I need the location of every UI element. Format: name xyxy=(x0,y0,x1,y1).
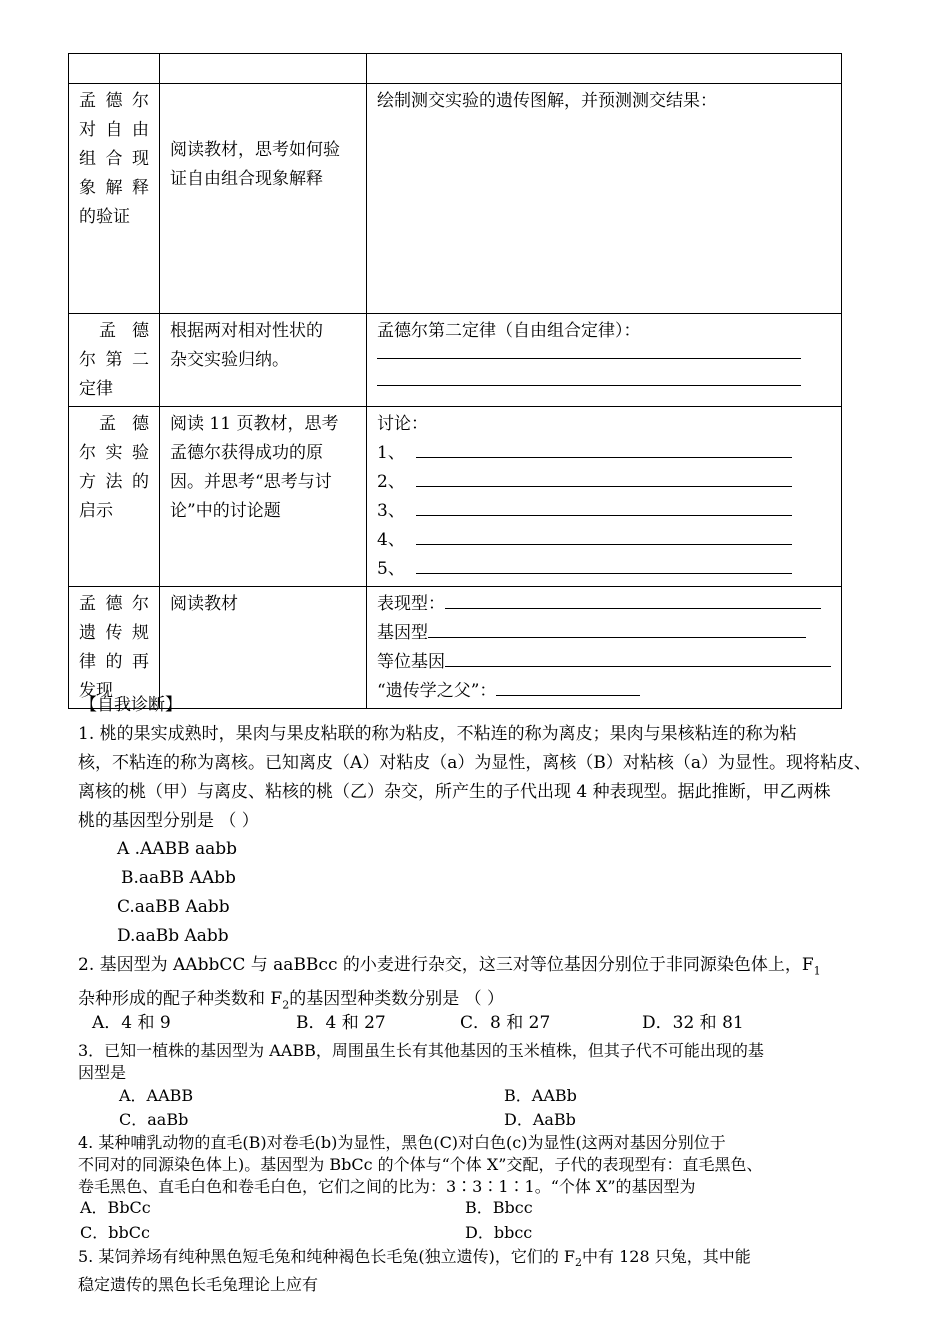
topic-line: 的验证 xyxy=(79,207,130,227)
discussion-item xyxy=(377,468,831,497)
method-line: 孟德尔获得成功的原 xyxy=(170,443,323,463)
method-cell xyxy=(160,587,367,709)
method-line: 阅读教材 xyxy=(170,594,238,614)
content-cell xyxy=(367,587,842,709)
method-line: 论”中的讨论题 xyxy=(170,501,281,521)
question-line: 离核的桃（甲）与离皮、粘核的桃（乙）杂交，所产生的子代出现 4 种表现型。据此推断，甲乙两株 xyxy=(78,782,831,802)
answer-blank[interactable] xyxy=(428,619,806,638)
answer-blank[interactable] xyxy=(445,648,831,667)
discussion-item xyxy=(377,526,831,555)
table-row xyxy=(69,314,842,407)
subscript: 1 xyxy=(813,964,821,978)
table-row xyxy=(69,54,842,84)
question-5 xyxy=(78,1246,751,1296)
option-b[interactable]: B．4 和 27 xyxy=(296,1013,386,1033)
answer-blank[interactable] xyxy=(496,677,640,696)
question-line: 稳定遗传的黑色长毛兔理论上应有 xyxy=(78,1275,319,1295)
question-line: 3．已知一植株的基因型为 AABB，周围虽生长有其他基因的玉米植株，但其子代不可能出现的基 xyxy=(78,1041,764,1060)
question-text: 杂种形成的配子种类数和 F xyxy=(78,989,283,1010)
discussion-item xyxy=(377,439,831,468)
question-line xyxy=(78,951,821,985)
method-line: 证自由组合现象解释 xyxy=(170,169,323,189)
option-b[interactable]: B．Bbcc xyxy=(465,1198,533,1217)
topic-cell xyxy=(69,314,160,407)
question-line: 核，不粘连的称为离核。已知离皮（A）对粘皮（a）为显性，离核（B）对粘核（a）为显性。现将粘皮、 xyxy=(78,753,872,773)
item-number: 2、 xyxy=(377,472,405,492)
term-label: 表现型： xyxy=(377,594,445,614)
topic-line: 遗 传 规 xyxy=(79,623,149,643)
study-table xyxy=(68,53,842,709)
table-row xyxy=(69,84,842,314)
topic-line: 尔 第 二 xyxy=(79,350,149,370)
option-a[interactable]: A．4 和 9 xyxy=(92,1013,171,1033)
question-line: 卷毛黑色、直毛白色和卷毛白色，它们之间的比为：3∶3∶1∶1。“个体 X”的基因型为 xyxy=(78,1177,696,1196)
question-1 xyxy=(78,720,871,836)
topic-cell xyxy=(69,407,160,587)
topic-line: 方 法 的 xyxy=(79,472,149,492)
item-number: 3、 xyxy=(377,501,405,521)
method-cell xyxy=(160,84,367,314)
answer-blank[interactable] xyxy=(416,468,792,487)
question-line: 1. 桃的果实成熟时，果肉与果皮粘联的称为粘皮，不粘连的称为离皮；果肉与果核粘连的称为粘 xyxy=(78,724,797,744)
question-3 xyxy=(78,1040,764,1084)
option-a[interactable]: A .AABB aabb xyxy=(117,839,238,859)
content-cell xyxy=(367,84,842,314)
content-text: 讨论： xyxy=(377,414,428,434)
option-b[interactable]: B.aaBB AAbb xyxy=(121,868,236,888)
item-number: 4、 xyxy=(377,530,405,550)
table-row xyxy=(69,587,842,709)
question-text: 5. 某饲养场有纯种黑色短毛兔和纯种褐色长毛兔(独立遗传)，它们的 F xyxy=(78,1247,576,1266)
content-cell xyxy=(367,407,842,587)
question-line: 桃的基因型分别是 （ ） xyxy=(78,811,259,831)
topic-line: 孟 德 xyxy=(99,414,149,434)
method-line: 阅读 11 页教材，思考 xyxy=(170,414,339,434)
option-c[interactable]: C.aaBB Aabb xyxy=(117,897,230,917)
topic-line: 孟 德 尔 xyxy=(79,594,149,614)
method-line: 杂交实验归纳。 xyxy=(170,350,289,370)
term-row xyxy=(377,677,831,706)
option-c[interactable]: C．aaBb xyxy=(119,1110,189,1129)
table-row xyxy=(69,407,842,587)
question-line: 因型是 xyxy=(78,1063,127,1082)
answer-blank[interactable] xyxy=(416,497,792,516)
method-cell xyxy=(160,314,367,407)
discussion-item xyxy=(377,555,831,584)
topic-line: 律 的 再 xyxy=(79,652,149,672)
question-line: 不同对的同源染色体上)。基因型为 BbCc 的个体与“个体 X”交配，子代的表现型有：直毛黑色、 xyxy=(78,1155,763,1174)
term-row xyxy=(377,648,831,677)
topic-line: 发现 xyxy=(79,681,113,701)
subscript: 2 xyxy=(575,1256,583,1270)
table-cell xyxy=(160,54,367,84)
question-4 xyxy=(78,1132,762,1198)
term-row xyxy=(377,619,831,648)
question-text: 的基因型种类数分别是 （ ） xyxy=(289,989,505,1010)
answer-blank[interactable] xyxy=(416,526,792,545)
term-label: 等位基因 xyxy=(377,652,445,672)
table-cell xyxy=(367,54,842,84)
option-d[interactable]: D．AaBb xyxy=(504,1110,576,1129)
topic-cell xyxy=(69,84,160,314)
option-d[interactable]: D.aaBb Aabb xyxy=(117,926,229,946)
option-d[interactable]: D．32 和 81 xyxy=(642,1013,744,1033)
question-line: 4. 某种哺乳动物的直毛(B)对卷毛(b)为显性，黑色(C)对白色(c)为显性(这两对基因分别位于 xyxy=(78,1133,726,1152)
section-title: 【自我诊断】 xyxy=(80,695,182,715)
topic-line: 尔 实 验 xyxy=(79,443,149,463)
content-text: 孟德尔第二定律（自由组合定律）： xyxy=(377,321,641,341)
method-line: 根据两对相对性状的 xyxy=(170,321,323,341)
option-a[interactable]: A．AABB xyxy=(119,1086,194,1105)
table-cell xyxy=(69,54,160,84)
topic-line: 组 合 现 xyxy=(79,149,149,169)
option-d[interactable]: D．bbcc xyxy=(465,1223,533,1242)
option-c[interactable]: C．bbCc xyxy=(80,1223,150,1242)
answer-blank[interactable] xyxy=(416,439,792,458)
option-c[interactable]: C．8 和 27 xyxy=(460,1013,551,1033)
topic-line: 孟 德 xyxy=(99,321,149,341)
option-b[interactable]: B．AABb xyxy=(504,1086,577,1105)
method-line: 阅读教材，思考如何验 xyxy=(170,140,340,160)
term-label: “遗传学之父”： xyxy=(377,681,497,701)
question-text: 2. 基因型为 AAbbCC 与 aaBBcc 的小麦进行杂交，这三对等位基因分别位于非同源染色体上，F xyxy=(78,955,814,975)
answer-blank[interactable] xyxy=(416,555,792,574)
method-line: 因。并思考“思考与讨 xyxy=(170,472,332,492)
topic-line: 定律 xyxy=(79,379,113,399)
discussion-item xyxy=(377,497,831,526)
content-cell xyxy=(367,314,842,407)
term-row xyxy=(377,590,831,619)
item-number: 1、 xyxy=(377,443,405,463)
method-cell xyxy=(160,407,367,587)
term-label: 基因型 xyxy=(377,623,428,643)
topic-line: 对 自 由 xyxy=(79,120,149,140)
question-line xyxy=(78,1246,751,1274)
content-text: 绘制测交实验的遗传图解，并预测测交结果： xyxy=(377,91,717,111)
topic-line: 象 解 释 xyxy=(79,178,149,198)
answer-blank[interactable] xyxy=(445,590,821,609)
subscript: 2 xyxy=(282,998,290,1012)
item-number: 5、 xyxy=(377,559,405,579)
topic-line: 孟 德 尔 xyxy=(79,91,149,111)
answer-blank[interactable] xyxy=(377,359,801,386)
option-a[interactable]: A．BbCc xyxy=(80,1198,151,1217)
question-text: 中有 128 只兔，其中能 xyxy=(582,1247,751,1266)
topic-line: 启示 xyxy=(79,501,113,521)
